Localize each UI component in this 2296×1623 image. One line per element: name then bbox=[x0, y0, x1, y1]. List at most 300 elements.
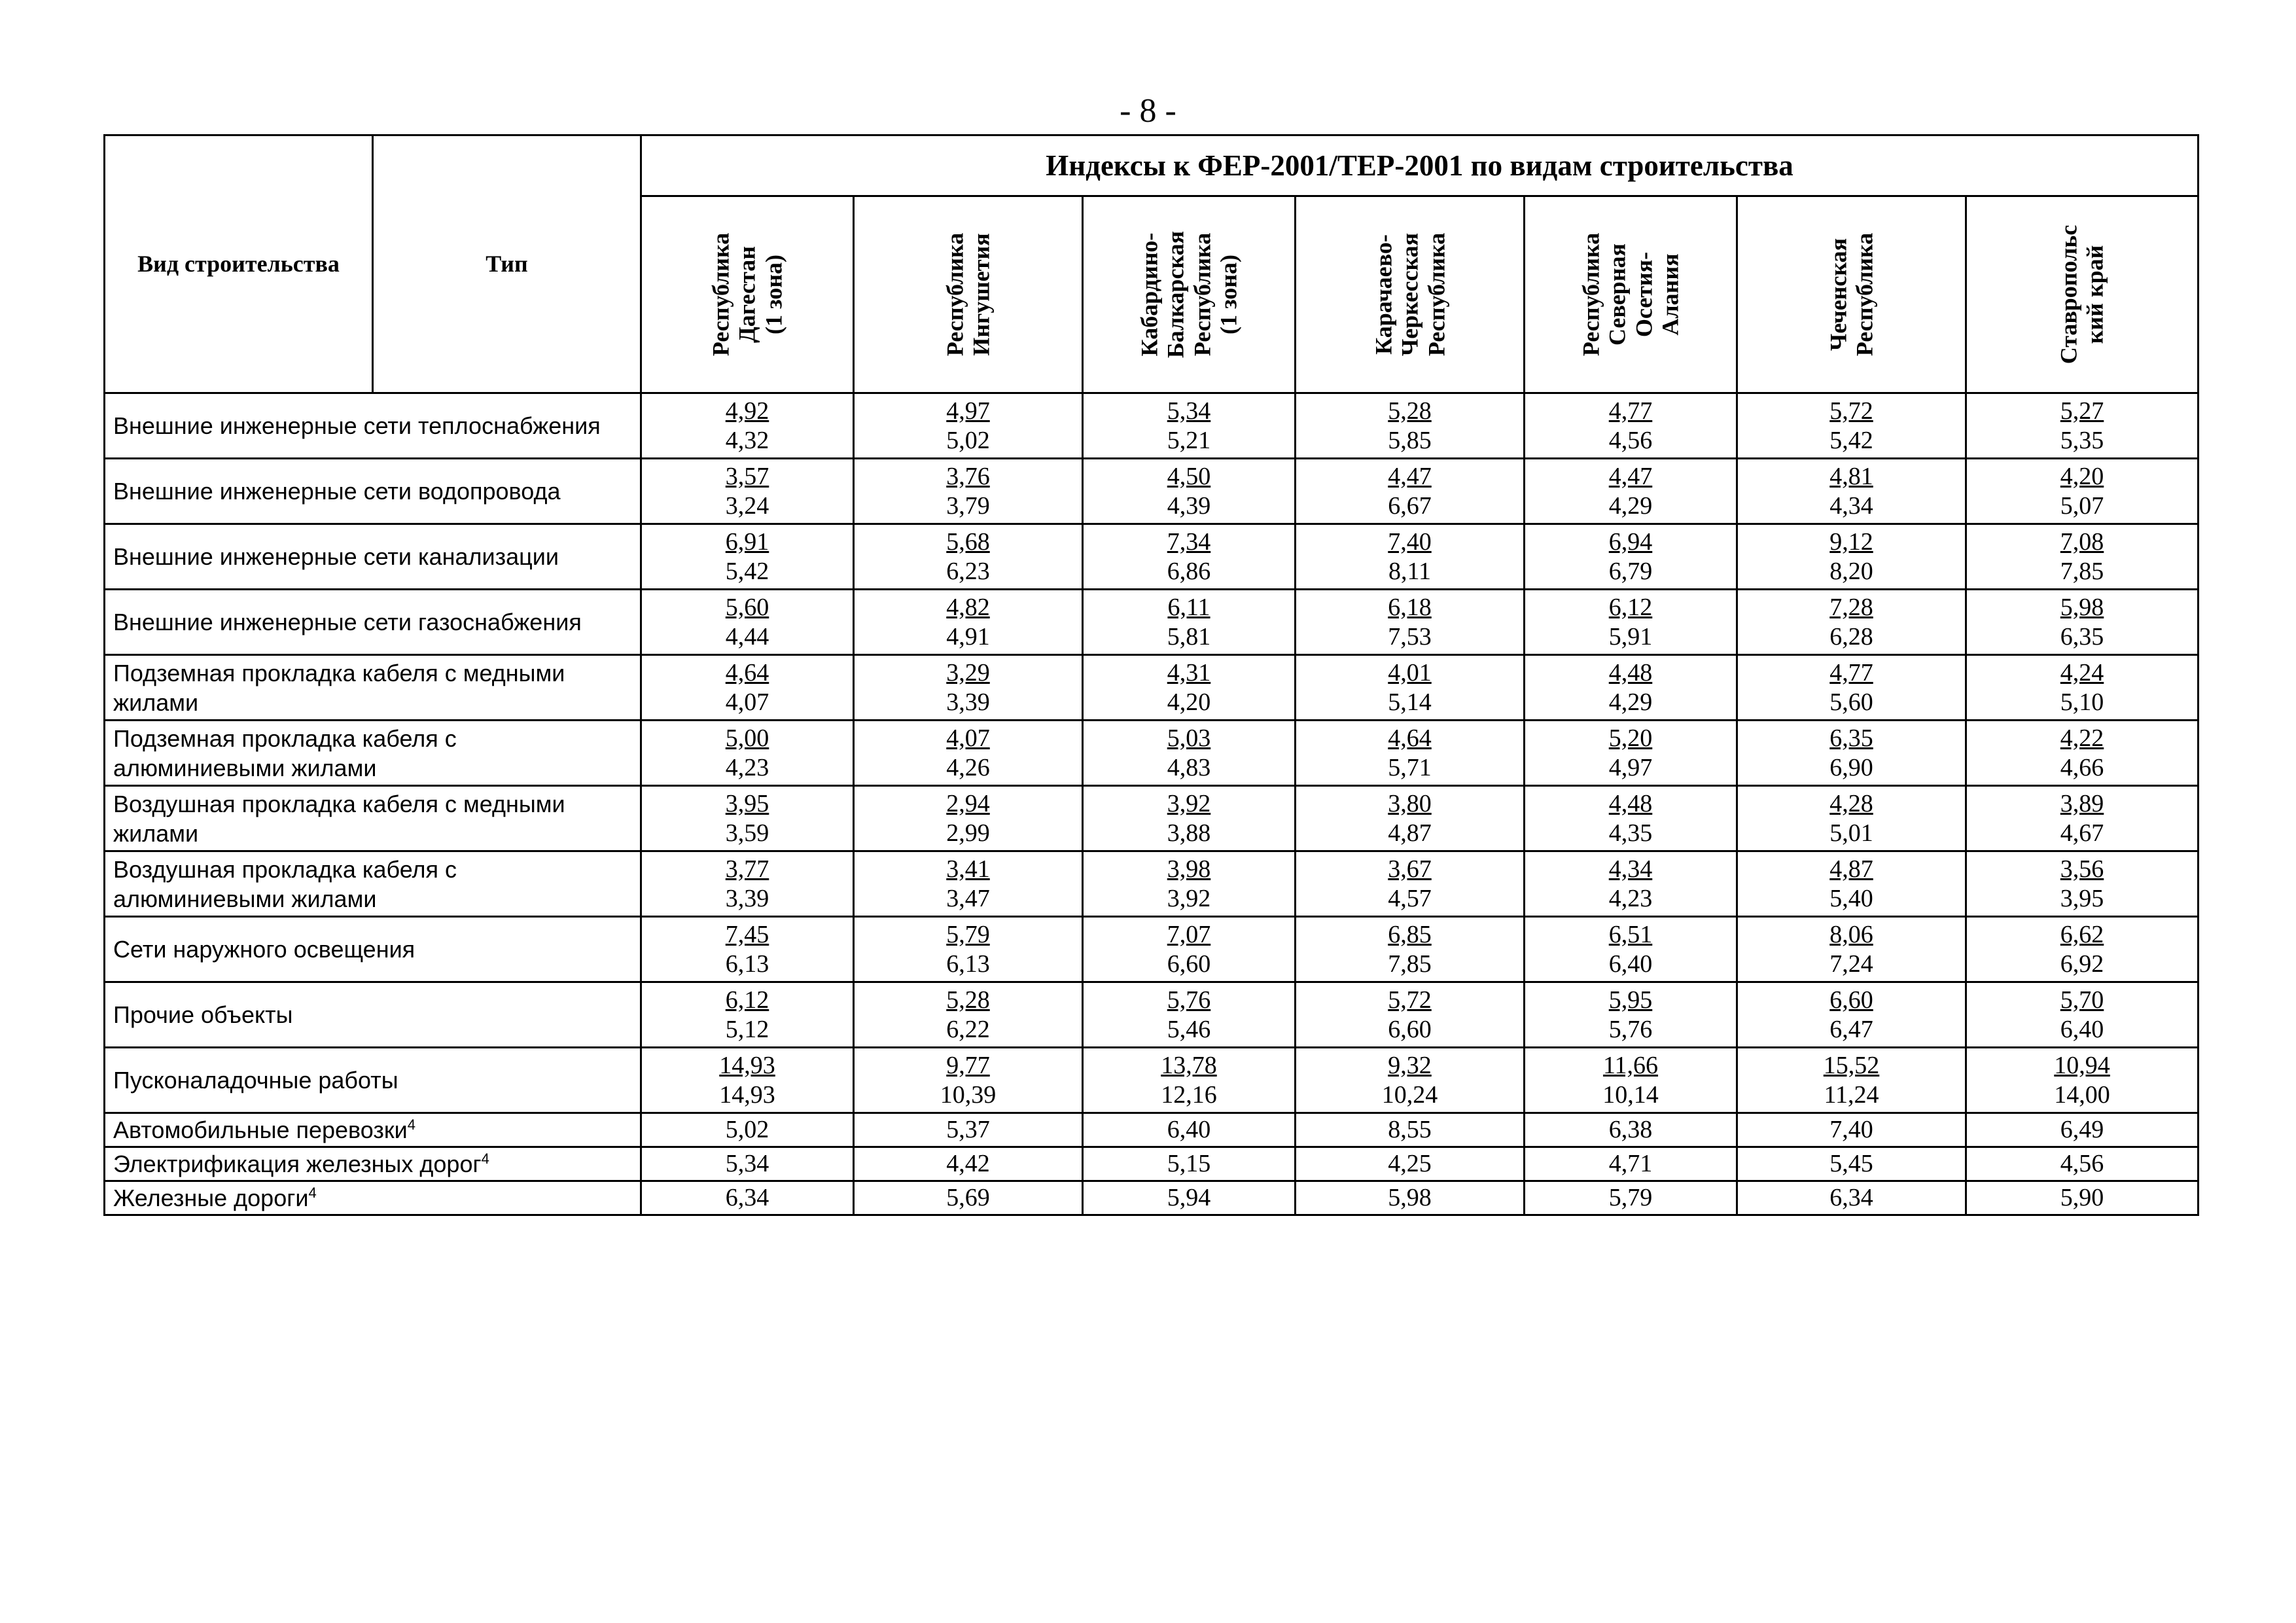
header-region bbox=[1737, 196, 1966, 393]
value-cell bbox=[1296, 393, 1525, 459]
value-top: 4,82 bbox=[946, 593, 990, 621]
value-bottom: 3,92 bbox=[1167, 884, 1211, 912]
value-bottom: 5,07 bbox=[2060, 491, 2104, 520]
value-top: 6,51 bbox=[1608, 920, 1653, 948]
value-bottom: 8,11 bbox=[1388, 557, 1432, 585]
value-top: 6,35 bbox=[1829, 724, 1873, 752]
header-region-label: Ставропольс кий край bbox=[2055, 224, 2109, 365]
value-top: 2,94 bbox=[946, 789, 990, 817]
value-cell bbox=[641, 459, 854, 524]
value-bottom: 4,32 bbox=[725, 426, 769, 454]
value-cell bbox=[641, 393, 854, 459]
value-top: 3,92 bbox=[1167, 789, 1211, 817]
value-cell: 4,25 bbox=[1296, 1147, 1525, 1181]
table-row bbox=[105, 851, 2199, 917]
value-cell bbox=[1966, 393, 2199, 459]
value-top: 5,03 bbox=[1167, 724, 1211, 752]
row-label bbox=[105, 1181, 641, 1215]
value-bottom: 3,47 bbox=[946, 884, 990, 912]
value-bottom: 4,44 bbox=[725, 622, 769, 651]
value-top: 3,76 bbox=[946, 462, 990, 490]
value-top: 4,77 bbox=[1608, 397, 1653, 425]
value-bottom: 14,00 bbox=[2054, 1080, 2110, 1109]
table-row bbox=[105, 524, 2199, 590]
value-cell bbox=[641, 524, 854, 590]
value-cell bbox=[1296, 590, 1525, 655]
value-cell bbox=[1966, 655, 2199, 721]
value-bottom: 6,35 bbox=[2060, 622, 2104, 651]
value-bottom: 4,20 bbox=[1167, 688, 1211, 716]
value-bottom: 10,39 bbox=[940, 1080, 997, 1109]
value-cell bbox=[1966, 590, 2199, 655]
value-bottom: 4,56 bbox=[1608, 426, 1653, 454]
value-top: 5,27 bbox=[2060, 397, 2104, 425]
value-cell: 4,71 bbox=[1525, 1147, 1737, 1181]
value-top: 4,92 bbox=[725, 397, 769, 425]
value-cell bbox=[1737, 917, 1966, 982]
value-cell bbox=[641, 851, 854, 917]
value-cell bbox=[1296, 982, 1525, 1048]
value-cell bbox=[1083, 590, 1296, 655]
value-bottom: 4,66 bbox=[2060, 753, 2104, 781]
value-cell bbox=[1083, 1048, 1296, 1113]
value-top: 4,48 bbox=[1608, 789, 1653, 817]
value-bottom: 5,21 bbox=[1167, 426, 1211, 454]
value-cell bbox=[641, 982, 854, 1048]
value-bottom: 10,24 bbox=[1381, 1080, 1438, 1109]
header-region-label: Кабардино- Балкарская Республика (1 зона) bbox=[1136, 230, 1242, 359]
value-bottom: 6,13 bbox=[946, 950, 990, 978]
value-cell bbox=[854, 721, 1083, 786]
value-top: 4,20 bbox=[2060, 462, 2104, 490]
value-top: 3,29 bbox=[946, 658, 990, 687]
table-row bbox=[105, 1147, 2199, 1181]
value-cell: 5,79 bbox=[1525, 1181, 1737, 1215]
value-cell bbox=[1525, 982, 1737, 1048]
value-top: 9,77 bbox=[946, 1051, 990, 1079]
value-top: 5,00 bbox=[725, 724, 769, 752]
value-top: 4,47 bbox=[1608, 462, 1653, 490]
row-label-text: Автомобильные перевозки bbox=[113, 1116, 408, 1143]
value-top: 7,34 bbox=[1167, 527, 1211, 556]
table-row bbox=[105, 393, 2199, 459]
header-region bbox=[1083, 196, 1296, 393]
value-cell bbox=[1737, 393, 1966, 459]
value-top: 7,08 bbox=[2060, 527, 2104, 556]
header-title: Индексы к ФЕР-2001/ТЕР-2001 по видам строительства bbox=[641, 135, 2199, 196]
header-region-label: Республика Ингушетия bbox=[942, 232, 995, 357]
value-bottom: 5,35 bbox=[2060, 426, 2104, 454]
value-cell bbox=[1966, 917, 2199, 982]
value-cell bbox=[641, 1048, 854, 1113]
value-top: 5,28 bbox=[946, 986, 990, 1014]
table-row bbox=[105, 655, 2199, 721]
value-cell: 6,40 bbox=[1083, 1113, 1296, 1147]
value-top: 5,34 bbox=[1167, 397, 1211, 425]
value-cell bbox=[854, 982, 1083, 1048]
table-row bbox=[105, 1181, 2199, 1215]
value-bottom: 5,01 bbox=[1829, 819, 1873, 847]
value-bottom: 3,24 bbox=[725, 491, 769, 520]
value-top: 13,78 bbox=[1161, 1051, 1217, 1079]
value-cell bbox=[1525, 917, 1737, 982]
value-cell bbox=[854, 393, 1083, 459]
value-bottom: 4,57 bbox=[1388, 884, 1432, 912]
table-row bbox=[105, 982, 2199, 1048]
value-bottom: 4,26 bbox=[946, 753, 990, 781]
value-cell: 6,49 bbox=[1966, 1113, 2199, 1147]
value-bottom: 5,91 bbox=[1608, 622, 1653, 651]
value-bottom: 6,60 bbox=[1167, 950, 1211, 978]
value-cell bbox=[1525, 1048, 1737, 1113]
value-cell bbox=[1966, 524, 2199, 590]
value-top: 5,72 bbox=[1829, 397, 1873, 425]
value-cell bbox=[1966, 459, 2199, 524]
value-top: 4,07 bbox=[946, 724, 990, 752]
value-top: 4,81 bbox=[1829, 462, 1873, 490]
value-top: 5,76 bbox=[1167, 986, 1211, 1014]
value-cell bbox=[1083, 393, 1296, 459]
header-region bbox=[1296, 196, 1525, 393]
value-bottom: 4,91 bbox=[946, 622, 990, 651]
value-bottom: 6,47 bbox=[1829, 1015, 1873, 1043]
table-row bbox=[105, 786, 2199, 851]
header-region bbox=[1966, 196, 2199, 393]
value-top: 4,01 bbox=[1388, 658, 1432, 687]
value-top: 4,64 bbox=[725, 658, 769, 687]
value-bottom: 4,34 bbox=[1829, 491, 1873, 520]
value-bottom: 4,29 bbox=[1608, 491, 1653, 520]
value-top: 7,28 bbox=[1829, 593, 1873, 621]
value-top: 3,57 bbox=[725, 462, 769, 490]
value-cell bbox=[641, 655, 854, 721]
value-cell bbox=[854, 1048, 1083, 1113]
value-cell bbox=[854, 851, 1083, 917]
value-bottom: 6,92 bbox=[2060, 950, 2104, 978]
value-top: 5,98 bbox=[2060, 593, 2104, 621]
value-top: 4,28 bbox=[1829, 789, 1873, 817]
value-bottom: 5,10 bbox=[2060, 688, 2104, 716]
row-label: Внешние инженерные сети газоснабжения bbox=[105, 590, 641, 655]
footnote-mark: 4 bbox=[407, 1116, 416, 1133]
value-cell bbox=[1525, 721, 1737, 786]
row-label: Прочие объекты bbox=[105, 982, 641, 1048]
value-bottom: 7,53 bbox=[1388, 622, 1432, 651]
value-bottom: 5,81 bbox=[1167, 622, 1211, 651]
value-cell bbox=[1966, 851, 2199, 917]
value-top: 4,97 bbox=[946, 397, 990, 425]
header-region-label: Республика Северная Осетия- Алания bbox=[1578, 232, 1684, 357]
value-bottom: 5,85 bbox=[1388, 426, 1432, 454]
value-bottom: 3,59 bbox=[725, 819, 769, 847]
value-top: 9,12 bbox=[1829, 527, 1873, 556]
value-top: 4,22 bbox=[2060, 724, 2104, 752]
value-bottom: 3,95 bbox=[2060, 884, 2104, 912]
value-cell bbox=[1296, 459, 1525, 524]
value-bottom: 5,12 bbox=[725, 1015, 769, 1043]
value-bottom: 8,20 bbox=[1829, 557, 1873, 585]
value-cell bbox=[1525, 393, 1737, 459]
value-top: 4,87 bbox=[1829, 855, 1873, 883]
value-bottom: 5,42 bbox=[725, 557, 769, 585]
value-top: 6,12 bbox=[1608, 593, 1653, 621]
value-top: 3,67 bbox=[1388, 855, 1432, 883]
value-bottom: 3,39 bbox=[725, 884, 769, 912]
value-top: 7,40 bbox=[1388, 527, 1432, 556]
table-row bbox=[105, 1048, 2199, 1113]
row-label: Подземная прокладка кабеля с медными жилами bbox=[105, 655, 641, 721]
value-cell bbox=[1737, 1048, 1966, 1113]
row-label: Воздушная прокладка кабеля с алюминиевыми жилами bbox=[105, 851, 641, 917]
value-cell bbox=[1525, 524, 1737, 590]
value-top: 4,64 bbox=[1388, 724, 1432, 752]
value-cell: 5,98 bbox=[1296, 1181, 1525, 1215]
value-top: 4,48 bbox=[1608, 658, 1653, 687]
value-cell bbox=[854, 590, 1083, 655]
value-cell: 5,90 bbox=[1966, 1181, 2199, 1215]
value-top: 6,18 bbox=[1388, 593, 1432, 621]
row-label: Внешние инженерные сети канализации bbox=[105, 524, 641, 590]
value-bottom: 12,16 bbox=[1161, 1080, 1217, 1109]
value-cell bbox=[1296, 917, 1525, 982]
header-region-label: Республика Дагестан (1 зона) bbox=[707, 232, 787, 357]
value-bottom: 4,07 bbox=[725, 688, 769, 716]
value-bottom: 6,22 bbox=[946, 1015, 990, 1043]
row-label-text: Электрификация железных дорог bbox=[113, 1150, 482, 1177]
header-type: Тип bbox=[373, 135, 641, 393]
value-top: 3,41 bbox=[946, 855, 990, 883]
row-label: Сети наружного освещения bbox=[105, 917, 641, 982]
value-top: 10,94 bbox=[2054, 1051, 2110, 1079]
row-label: Пусконаладочные работы bbox=[105, 1048, 641, 1113]
value-cell: 4,56 bbox=[1966, 1147, 2199, 1181]
value-top: 4,24 bbox=[2060, 658, 2104, 687]
value-top: 6,91 bbox=[725, 527, 769, 556]
value-cell bbox=[1083, 851, 1296, 917]
value-cell bbox=[1966, 982, 2199, 1048]
value-cell bbox=[1083, 786, 1296, 851]
value-cell bbox=[641, 721, 854, 786]
value-bottom: 4,67 bbox=[2060, 819, 2104, 847]
value-cell bbox=[1525, 590, 1737, 655]
value-cell bbox=[1083, 917, 1296, 982]
header-construction-type: Вид строительства bbox=[105, 135, 373, 393]
value-bottom: 6,67 bbox=[1388, 491, 1432, 520]
value-top: 5,70 bbox=[2060, 986, 2104, 1014]
value-cell bbox=[1737, 982, 1966, 1048]
row-label: Воздушная прокладка кабеля с медными жилами bbox=[105, 786, 641, 851]
value-cell bbox=[854, 524, 1083, 590]
value-top: 5,60 bbox=[725, 593, 769, 621]
value-cell: 5,15 bbox=[1083, 1147, 1296, 1181]
value-cell bbox=[641, 917, 854, 982]
value-cell bbox=[1296, 786, 1525, 851]
value-top: 11,66 bbox=[1602, 1051, 1659, 1079]
value-cell: 5,37 bbox=[854, 1113, 1083, 1147]
value-cell bbox=[1083, 721, 1296, 786]
table-row bbox=[105, 1113, 2199, 1147]
value-cell: 6,34 bbox=[641, 1181, 854, 1215]
value-top: 4,31 bbox=[1167, 658, 1211, 687]
footnote-mark: 4 bbox=[308, 1185, 317, 1201]
value-bottom: 7,85 bbox=[1388, 950, 1432, 978]
value-top: 4,50 bbox=[1167, 462, 1211, 490]
value-cell: 6,34 bbox=[1737, 1181, 1966, 1215]
value-bottom: 5,42 bbox=[1829, 426, 1873, 454]
value-bottom: 7,85 bbox=[2060, 557, 2104, 585]
value-cell bbox=[1296, 524, 1525, 590]
row-label: Подземная прокладка кабеля с алюминиевыми жилами bbox=[105, 721, 641, 786]
value-cell bbox=[1737, 721, 1966, 786]
value-bottom: 6,40 bbox=[2060, 1015, 2104, 1043]
value-cell bbox=[1966, 1048, 2199, 1113]
header-region-label: Чеченская Республика bbox=[1825, 232, 1878, 357]
value-bottom: 6,60 bbox=[1388, 1015, 1432, 1043]
value-bottom: 11,24 bbox=[1824, 1080, 1879, 1109]
table-row bbox=[105, 459, 2199, 524]
value-top: 8,06 bbox=[1829, 920, 1873, 948]
value-bottom: 2,99 bbox=[946, 819, 990, 847]
value-cell bbox=[1525, 459, 1737, 524]
value-cell bbox=[641, 590, 854, 655]
value-bottom: 5,02 bbox=[946, 426, 990, 454]
value-bottom: 6,79 bbox=[1608, 557, 1653, 585]
value-top: 3,80 bbox=[1388, 789, 1432, 817]
value-cell bbox=[1737, 851, 1966, 917]
value-top: 7,07 bbox=[1167, 920, 1211, 948]
value-top: 9,32 bbox=[1388, 1051, 1432, 1079]
value-cell: 7,40 bbox=[1737, 1113, 1966, 1147]
value-cell: 5,69 bbox=[854, 1181, 1083, 1215]
value-top: 14,93 bbox=[719, 1051, 775, 1079]
value-cell: 5,34 bbox=[641, 1147, 854, 1181]
value-cell bbox=[1737, 459, 1966, 524]
value-bottom: 6,86 bbox=[1167, 557, 1211, 585]
value-top: 4,77 bbox=[1829, 658, 1873, 687]
value-top: 5,79 bbox=[946, 920, 990, 948]
value-bottom: 4,87 bbox=[1388, 819, 1432, 847]
value-cell: 4,42 bbox=[854, 1147, 1083, 1181]
value-top: 3,56 bbox=[2060, 855, 2104, 883]
value-bottom: 4,35 bbox=[1608, 819, 1653, 847]
value-top: 5,28 bbox=[1388, 397, 1432, 425]
value-bottom: 5,71 bbox=[1388, 753, 1432, 781]
value-top: 5,68 bbox=[946, 527, 990, 556]
value-top: 3,98 bbox=[1167, 855, 1211, 883]
value-bottom: 6,40 bbox=[1608, 950, 1653, 978]
table-row bbox=[105, 590, 2199, 655]
row-label: Внешние инженерные сети теплоснабжения bbox=[105, 393, 641, 459]
header-region bbox=[1525, 196, 1737, 393]
value-bottom: 10,14 bbox=[1602, 1080, 1659, 1109]
value-bottom: 6,90 bbox=[1829, 753, 1873, 781]
value-cell bbox=[854, 459, 1083, 524]
value-top: 5,72 bbox=[1388, 986, 1432, 1014]
value-top: 3,95 bbox=[725, 789, 769, 817]
value-top: 7,45 bbox=[725, 920, 769, 948]
row-label bbox=[105, 1147, 641, 1181]
header-region-label: Карачаево- Черкесская Республика bbox=[1370, 232, 1449, 357]
page-number: - 8 - bbox=[1120, 92, 1176, 130]
value-bottom: 4,23 bbox=[1608, 884, 1653, 912]
value-top: 15,52 bbox=[1823, 1051, 1880, 1079]
value-top: 3,77 bbox=[725, 855, 769, 883]
value-cell bbox=[1296, 655, 1525, 721]
value-bottom: 4,23 bbox=[725, 753, 769, 781]
value-cell bbox=[1083, 524, 1296, 590]
value-cell bbox=[1737, 786, 1966, 851]
value-cell bbox=[1083, 982, 1296, 1048]
value-cell bbox=[1525, 851, 1737, 917]
value-top: 6,12 bbox=[725, 986, 769, 1014]
value-bottom: 5,76 bbox=[1608, 1015, 1653, 1043]
value-bottom: 7,24 bbox=[1829, 950, 1873, 978]
value-bottom: 3,39 bbox=[946, 688, 990, 716]
value-top: 6,11 bbox=[1167, 593, 1210, 621]
value-cell bbox=[1737, 590, 1966, 655]
header-region bbox=[641, 196, 854, 393]
value-top: 5,95 bbox=[1608, 986, 1653, 1014]
value-top: 6,60 bbox=[1829, 986, 1873, 1014]
value-cell bbox=[854, 655, 1083, 721]
value-cell bbox=[1296, 721, 1525, 786]
value-bottom: 3,88 bbox=[1167, 819, 1211, 847]
table-row bbox=[105, 721, 2199, 786]
value-bottom: 6,13 bbox=[725, 950, 769, 978]
footnote-mark: 4 bbox=[481, 1150, 489, 1167]
value-top: 6,94 bbox=[1608, 527, 1653, 556]
value-bottom: 14,93 bbox=[719, 1080, 775, 1109]
value-bottom: 4,39 bbox=[1167, 491, 1211, 520]
value-top: 6,62 bbox=[2060, 920, 2104, 948]
value-top: 4,34 bbox=[1608, 855, 1653, 883]
value-cell bbox=[1525, 655, 1737, 721]
value-cell bbox=[854, 917, 1083, 982]
value-cell bbox=[1525, 786, 1737, 851]
value-cell bbox=[1737, 655, 1966, 721]
value-cell bbox=[1966, 721, 2199, 786]
value-top: 4,47 bbox=[1388, 462, 1432, 490]
value-cell bbox=[854, 786, 1083, 851]
value-bottom: 5,14 bbox=[1388, 688, 1432, 716]
value-cell bbox=[1296, 851, 1525, 917]
value-bottom: 5,46 bbox=[1167, 1015, 1211, 1043]
value-cell: 6,38 bbox=[1525, 1113, 1737, 1147]
indices-table bbox=[103, 134, 2199, 1216]
value-cell: 5,02 bbox=[641, 1113, 854, 1147]
row-label bbox=[105, 1113, 641, 1147]
value-cell: 5,45 bbox=[1737, 1147, 1966, 1181]
value-bottom: 4,29 bbox=[1608, 688, 1653, 716]
value-bottom: 6,28 bbox=[1829, 622, 1873, 651]
value-cell bbox=[1737, 524, 1966, 590]
value-bottom: 4,83 bbox=[1167, 753, 1211, 781]
value-cell bbox=[1083, 459, 1296, 524]
value-top: 5,20 bbox=[1608, 724, 1653, 752]
row-label-text: Железные дороги bbox=[113, 1185, 309, 1211]
value-bottom: 6,23 bbox=[946, 557, 990, 585]
table-row bbox=[105, 917, 2199, 982]
row-label: Внешние инженерные сети водопровода bbox=[105, 459, 641, 524]
value-cell bbox=[1966, 786, 2199, 851]
value-cell: 8,55 bbox=[1296, 1113, 1525, 1147]
value-cell: 5,94 bbox=[1083, 1181, 1296, 1215]
value-bottom: 5,60 bbox=[1829, 688, 1873, 716]
value-cell bbox=[1296, 1048, 1525, 1113]
value-cell bbox=[1083, 655, 1296, 721]
header-region bbox=[854, 196, 1083, 393]
value-bottom: 5,40 bbox=[1829, 884, 1873, 912]
